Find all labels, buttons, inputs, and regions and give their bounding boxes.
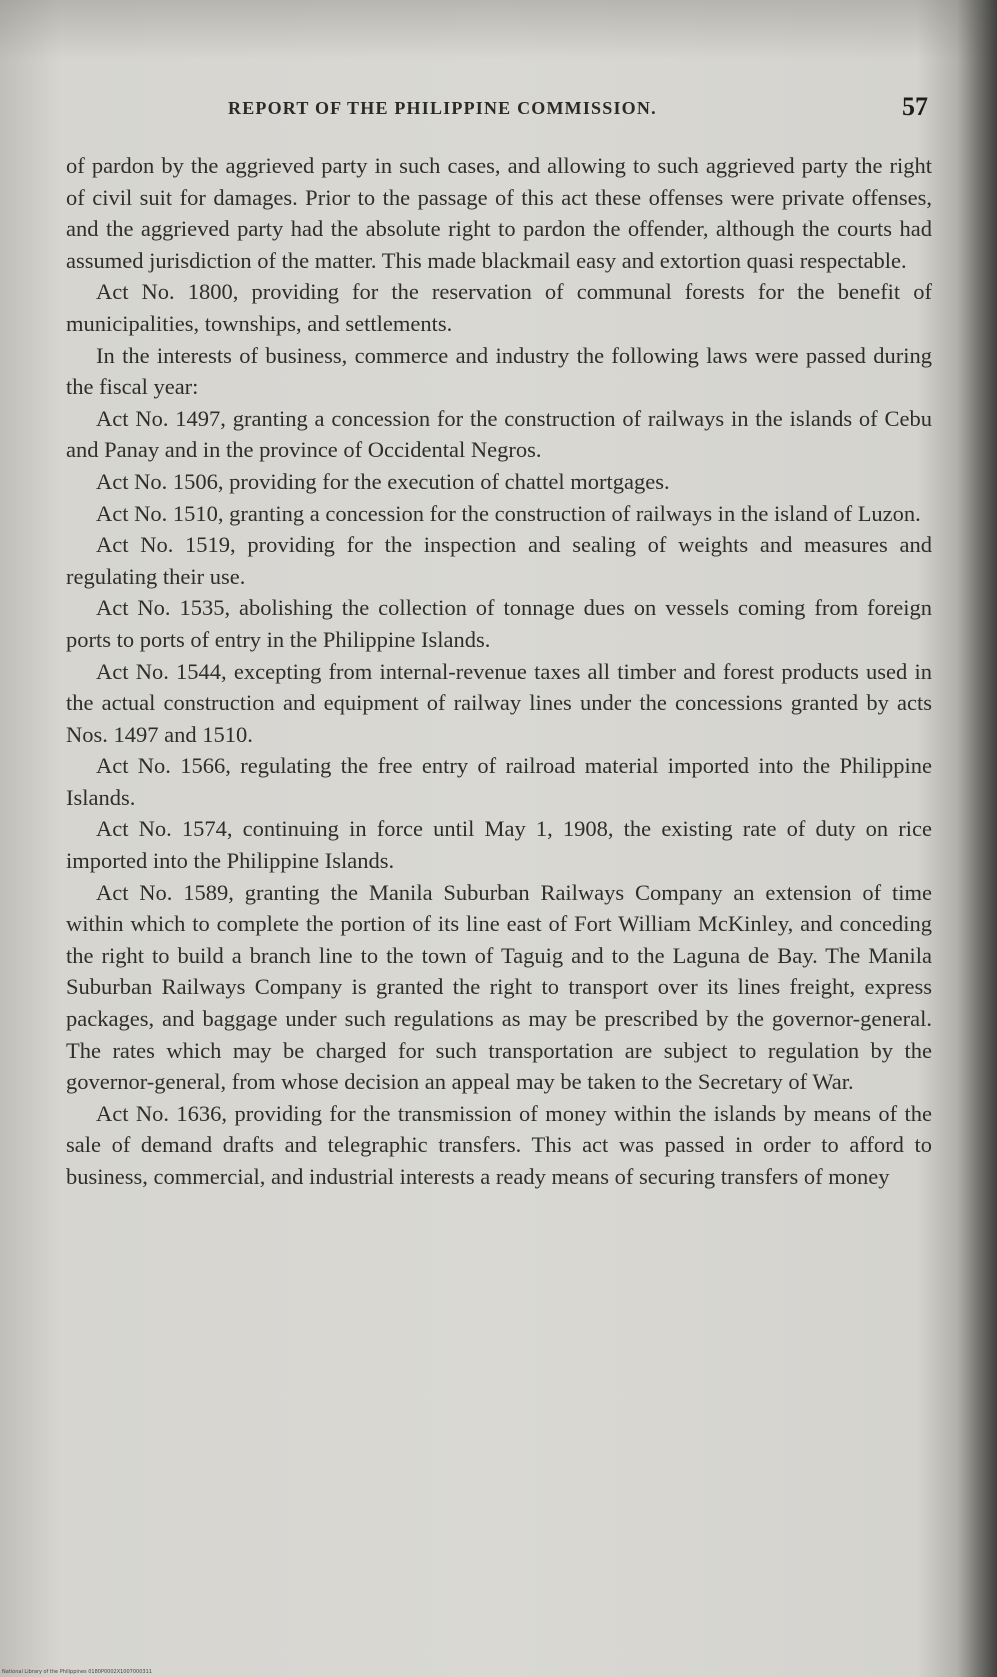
paragraph-act-1510: Act No. 1510, granting a concession for the construction of railways in the island of Luzon. [96, 500, 921, 526]
scan-shadow-top [0, 0, 997, 60]
page-number: 57 [902, 92, 928, 121]
paragraph-act-1506: Act No. 1506, providing for the execution of chattel mortgages. [96, 468, 670, 494]
body-text [66, 150, 932, 1193]
paragraph-act-1535: Act No. 1535, abolishing the collection of tonnage dues on vessels coming from foreign ports to ports of entry in the Philippine Islands. [66, 595, 932, 652]
scan-shadow-right [957, 0, 997, 1677]
paragraph-act-1636: Act No. 1636, providing for the transmission of money within the islands by means of the sale of demand drafts and telegraphic transfers. This act was passed in order to afford to business, commercial, and industrial interests a ready means of securing transfers of money [66, 1100, 932, 1189]
page-header [66, 92, 932, 132]
running-title: REPORT OF THE PHILIPPINE COMMISSION. [228, 98, 657, 118]
paragraph-act-1800: Act No. 1800, providing for the reservation of communal forests for the benefit of municipalities, townships, and settlements. [66, 279, 932, 336]
paragraph-act-1589: Act No. 1589, granting the Manila Suburban Railways Company an extension of time within which to complete the portion of its line east of Fort William McKinley, and conceding the right to build a branch line to the town of Taguig and to the Laguna de Bay. The Manila Suburban Railways Company is granted the right to transport over its lines freight, express packages, and baggage under such regulations as may be prescribed by the governor-general. The rates which may be charged for such transportation are subject to regulation by the governor-general, from whose decision an appeal may be taken to the Secretary of War. [66, 879, 932, 1095]
paragraph-intro-business-laws: In the interests of business, commerce and industry the following laws were passed during the fiscal year: [66, 342, 932, 400]
scan-credit: National Library of the Philippines 0180P0002X1007000311 [2, 1669, 152, 1675]
paragraph-act-1574: Act No. 1574, continuing in force until May 1, 1908, the existing rate of duty on rice imported into the Philippine Islands. [66, 816, 932, 874]
paragraph-act-1519: Act No. 1519, providing for the inspection and sealing of weights and measures and regulating their use. [66, 532, 932, 589]
paragraph-act-1566: Act No. 1566, regulating the free entry of railroad material imported into the Philippine Islands. [66, 753, 932, 810]
paragraph-act-1497: Act No. 1497, granting a concession for the construction of railways in the islands of Cebu and Panay and in the province of Occidental Negros. [66, 405, 932, 463]
paragraph-continued: of pardon by the aggrieved party in such cases, and allowing to such aggrieved party the right of civil suit for damages. Prior to the passage of this act these offenses were private offenses, and the aggrieved party had the absolute right to pardon the offender, although the courts had assumed jurisdiction of the matter. This made blackmail easy and extortion quasi respectable. [66, 153, 932, 273]
paragraph-act-1544: Act No. 1544, excepting from internal-revenue taxes all timber and forest products used in the actual construction and equipment of railway lines under the concessions granted by acts Nos. 1497 and 1510. [66, 658, 932, 747]
